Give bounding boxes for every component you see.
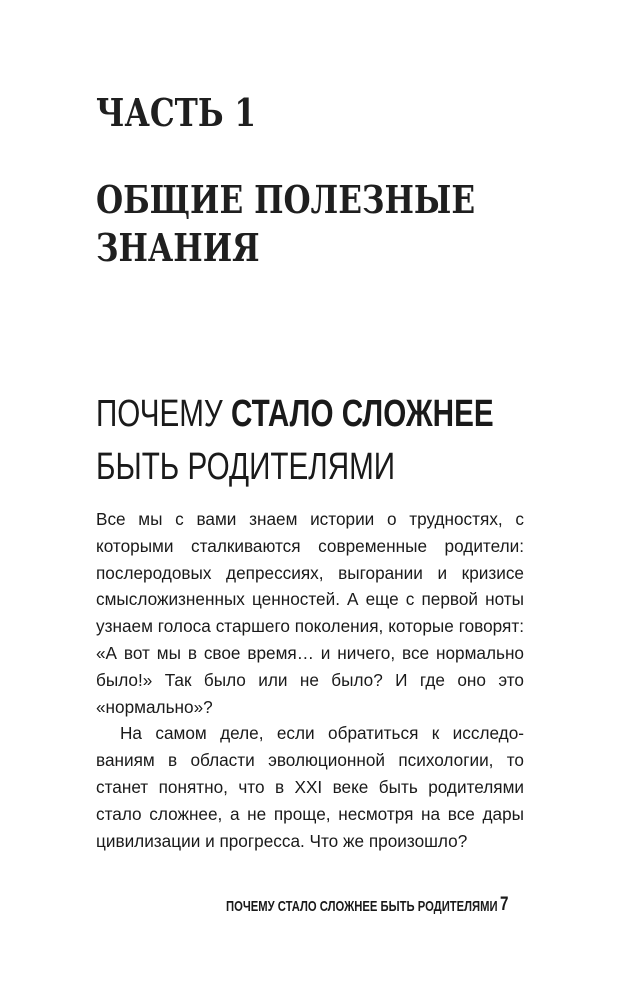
body-paragraph: На самом деле, если обратиться к исследованиям в области эволюционной психологии, то станет понятно, что в XXI веке быть родителями стало сложнее, а не проще, несмотря на все дары цивилизации и прогресса. Что же произошло? (96, 723, 524, 851)
body-text (96, 506, 524, 854)
chapter-title-line-2: БЫТЬ РОДИТЕЛЯМИ (96, 446, 396, 488)
body-paragraph: Все мы с вами знаем истории о трудностях, с которыми сталкиваются современные родители: послеродовых депрессиях, выгорании и кризисе смысложизненных ценностей. А еще с первой ноты узнаем голоса старшего поколения, которые говорят: «А вот мы в свое время… и ничего, все нормально было!» Так было или не было? И где оно это «нормально»? (96, 509, 524, 717)
part-title: ЧАСТЬ 1 (96, 90, 257, 135)
part-subtitle-line-1: ОБЩИЕ ПОЛЕЗНЫЕ (96, 177, 476, 222)
page-number: 7 (500, 894, 509, 915)
running-footer: ПОЧЕМУ СТАЛО СЛОЖНЕЕ БЫТЬ РОДИТЕЛЯМИ (226, 898, 498, 915)
chapter-title-prefix: ПОЧЕМУ (96, 393, 231, 435)
part-subtitle (96, 176, 475, 272)
chapter-title-emphasis: СТАЛО СЛОЖНЕЕ (230, 393, 494, 435)
part-subtitle-line-2: ЗНАНИЯ (96, 225, 260, 270)
chapter-title (96, 388, 494, 494)
